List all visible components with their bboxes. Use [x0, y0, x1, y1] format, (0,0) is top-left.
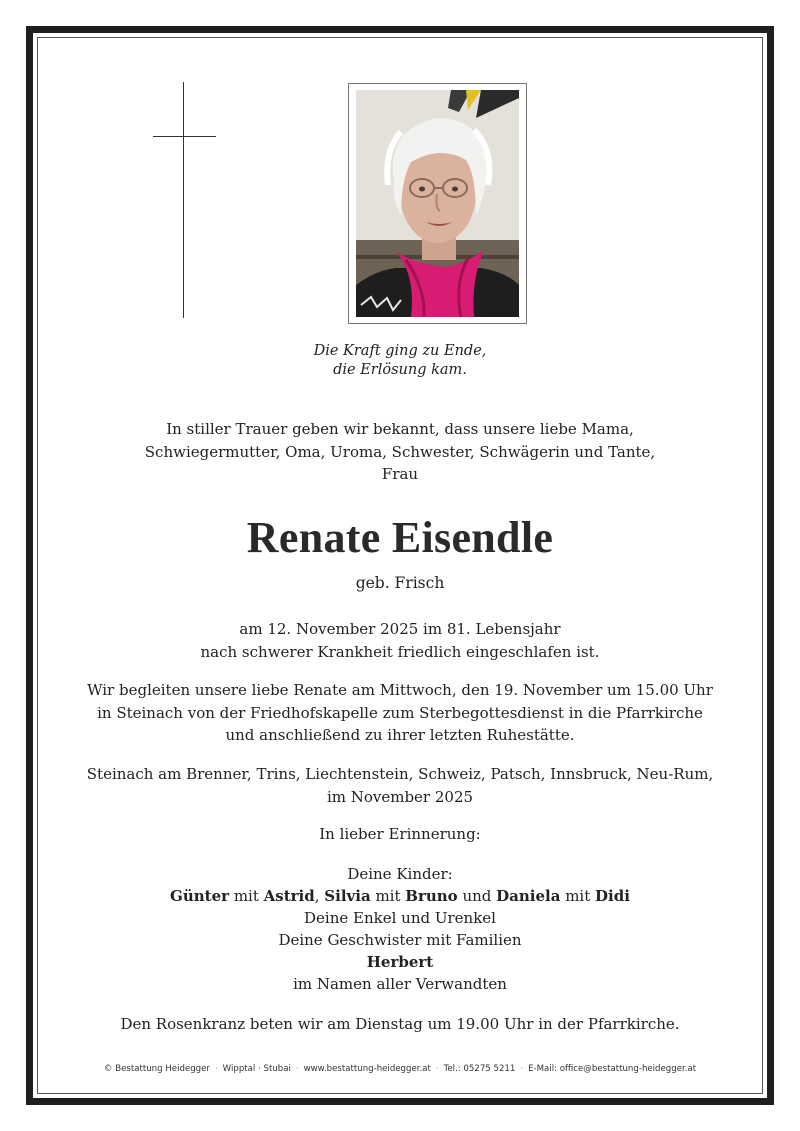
maiden-name: geb. Frisch	[355, 574, 445, 592]
place-line-1: Steinach am Brenner, Trins, Liechtenstein, Schweiz, Patsch, Innsbruck, Neu-Rum,	[86, 765, 714, 783]
joiner-text: und	[457, 887, 497, 905]
child-name: Silvia	[324, 887, 371, 905]
announcement-line-2: Schwiegermutter, Oma, Uroma, Schwester, Schwägerin und Tante,	[144, 442, 656, 461]
funeral-details	[60, 679, 740, 747]
footer-separator: ·	[295, 1064, 299, 1074]
partner-line	[60, 951, 740, 973]
funeral-line-1: Wir begleiten unsere liebe Renate am Mittwoch, den 19. November um 15.00 Uhr	[87, 681, 713, 699]
joiner-text: ,	[314, 887, 325, 905]
death-notice	[60, 618, 740, 663]
quote-line-2: die Erlösung kam.	[333, 362, 467, 378]
footer-website-link[interactable]: www.bestattung-heidegger.at	[303, 1064, 431, 1074]
portrait-frame	[348, 83, 527, 324]
cross-icon-bar	[153, 136, 216, 137]
relatives-line: im Namen aller Verwandten	[293, 975, 507, 993]
child-name: Daniela	[496, 887, 561, 905]
footer-company: © Bestattung Heidegger	[103, 1064, 210, 1074]
death-line-2: nach schwerer Krankheit friedlich eingeschlafen ist.	[200, 642, 600, 661]
footer-phone: Tel.: 05275 5211	[443, 1064, 516, 1074]
death-line-1: am 12. November 2025 im 81. Lebensjahr	[239, 620, 561, 638]
place-line-2: im November 2025	[326, 787, 474, 806]
footer-email-link[interactable]: E-Mail: office@bestattung-heidegger.at	[528, 1064, 697, 1074]
siblings-line: Deine Geschwister mit Familien	[278, 931, 522, 949]
funeral-line-3: und anschließend zu ihrer letzten Ruhestätte.	[225, 726, 575, 744]
announcement-text	[60, 418, 740, 486]
partner-name: Herbert	[366, 953, 434, 971]
footer-separator: ·	[214, 1064, 218, 1074]
child-name: Günter	[170, 887, 230, 905]
memorial-quote	[60, 342, 740, 380]
place-and-date	[60, 763, 740, 808]
in-memory-heading: In lieber Erinnerung:	[319, 825, 481, 843]
joiner-text: mit	[560, 887, 596, 905]
child-partner-name: Didi	[595, 887, 630, 905]
children-line	[60, 885, 740, 907]
quote-line-1: Die Kraft ging zu Ende,	[313, 343, 487, 359]
deceased-name: Renate Eisendle	[246, 513, 554, 562]
footer-separator: ·	[520, 1064, 524, 1074]
rosary-notice: Den Rosenkranz beten wir am Dienstag um 19.00 Uhr in der Pfarrkirche.	[120, 1015, 680, 1033]
funeral-line-2: in Steinach von der Friedhofskapelle zum Sterbegottesdienst in die Pfarrkirche	[97, 703, 703, 722]
child-partner-name: Astrid	[263, 887, 315, 905]
portrait-photo	[356, 90, 519, 317]
joiner-text: mit	[370, 887, 406, 905]
footer-separator: ·	[435, 1064, 439, 1074]
grandchildren-line: Deine Enkel und Urenkel	[304, 909, 496, 927]
joiner-text: mit	[229, 887, 264, 905]
announcement-line-1: In stiller Trauer geben wir bekannt, dass unsere liebe Mama,	[166, 420, 634, 438]
children-heading: Deine Kinder:	[347, 865, 453, 883]
child-partner-name: Bruno	[405, 887, 458, 905]
cross-icon	[183, 82, 184, 318]
announcement-line-3: Frau	[381, 465, 419, 483]
footer-bar	[60, 1064, 740, 1074]
footer-region: Wipptal · Stubai	[222, 1064, 291, 1074]
family-list	[60, 863, 740, 995]
